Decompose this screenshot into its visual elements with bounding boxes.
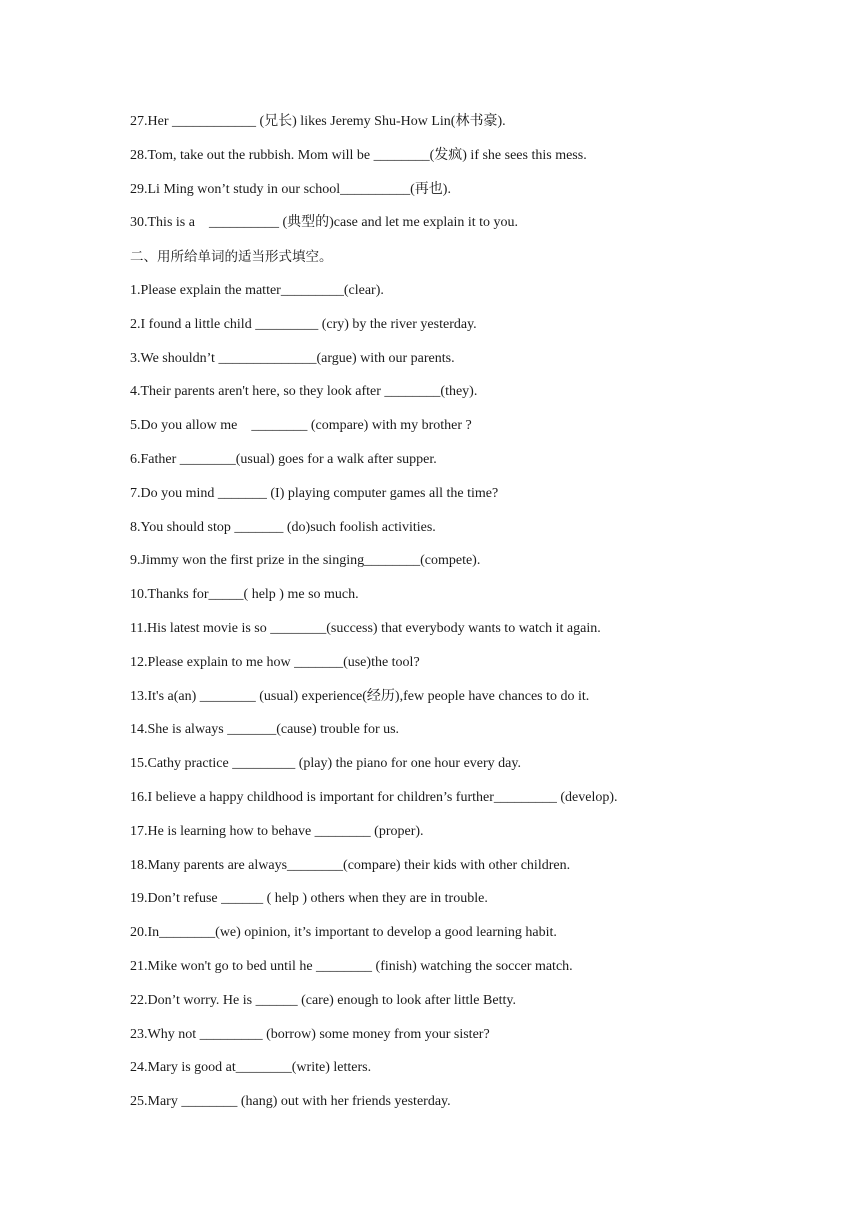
exercise-item: 5.Do you allow me ________ (compare) with my brother ?: [130, 418, 472, 434]
exercise-item: 7.Do you mind _______ (I) playing computer games all the time?: [130, 485, 499, 501]
exercise-item: 14.She is always _______(cause) trouble for us.: [130, 722, 400, 738]
exercise-item: 16.I believe a happy childhood is important for children’s further_________ (develop).: [130, 789, 618, 805]
exercise-item: 3.We shouldn’t ______________(argue) with our parents.: [130, 350, 455, 366]
exercise-item: 6.Father ________(usual) goes for a walk after supper.: [130, 451, 437, 467]
exercise-item: 24.Mary is good at________(write) letters.: [130, 1060, 372, 1076]
exercise-item: 9.Jimmy won the first prize in the singing________(compete).: [130, 553, 481, 569]
exercise-item: 11.His latest movie is so ________(success) that everybody wants to watch it again.: [130, 620, 601, 636]
exercise-item: 17.He is learning how to behave ________ (proper).: [130, 823, 424, 839]
exercise-item: 29.Li Ming won’t study in our school__________(再也).: [130, 181, 451, 197]
exercise-item: 15.Cathy practice _________ (play) the piano for one hour every day.: [130, 756, 521, 772]
exercise-item: 30.This is a __________ (典型的)case and let me explain it to you.: [130, 215, 519, 231]
section-heading: 二、用所给单词的适当形式填空。: [130, 249, 333, 266]
exercise-item: 20.In________(we) opinion, it’s important to develop a good learning habit.: [130, 925, 557, 941]
exercise-item: 25.Mary ________ (hang) out with her friends yesterday.: [130, 1094, 451, 1110]
exercise-item: 2.I found a little child _________ (cry) by the river yesterday.: [130, 316, 477, 332]
exercise-item: 28.Tom, take out the rubbish. Mom will be ________(发疯) if she sees this mess.: [130, 147, 587, 163]
exercise-item: 27.Her ____________ (兄长) likes Jeremy Shu-How Lin(林书豪).: [130, 114, 506, 129]
exercise-item: 22.Don’t worry. He is ______ (care) enough to look after little Betty.: [130, 992, 516, 1008]
exercise-item: 18.Many parents are always________(compare) their kids with other children.: [130, 857, 571, 873]
exercise-item: 19.Don’t refuse ______ ( help ) others when they are in trouble.: [130, 891, 488, 907]
exercise-item: 13.It's a(an) ________ (usual) experience(经历),few people have chances to do it.: [130, 688, 590, 704]
exercise-item: 21.Mike won't go to bed until he ________ (finish) watching the soccer match.: [130, 958, 573, 974]
exercise-item: 23.Why not _________ (borrow) some money from your sister?: [130, 1026, 490, 1042]
exercise-list: [130, 112, 830, 1126]
exercise-item: 10.Thanks for_____( help ) me so much.: [130, 587, 359, 603]
exercise-item: 8.You should stop _______ (do)such foolish activities.: [130, 519, 436, 535]
exercise-item: 12.Please explain to me how _______(use)the tool?: [130, 654, 420, 670]
exercise-item: 4.Their parents aren't here, so they look after ________(they).: [130, 384, 478, 400]
exercise-item: 1.Please explain the matter_________(clear).: [130, 282, 384, 298]
